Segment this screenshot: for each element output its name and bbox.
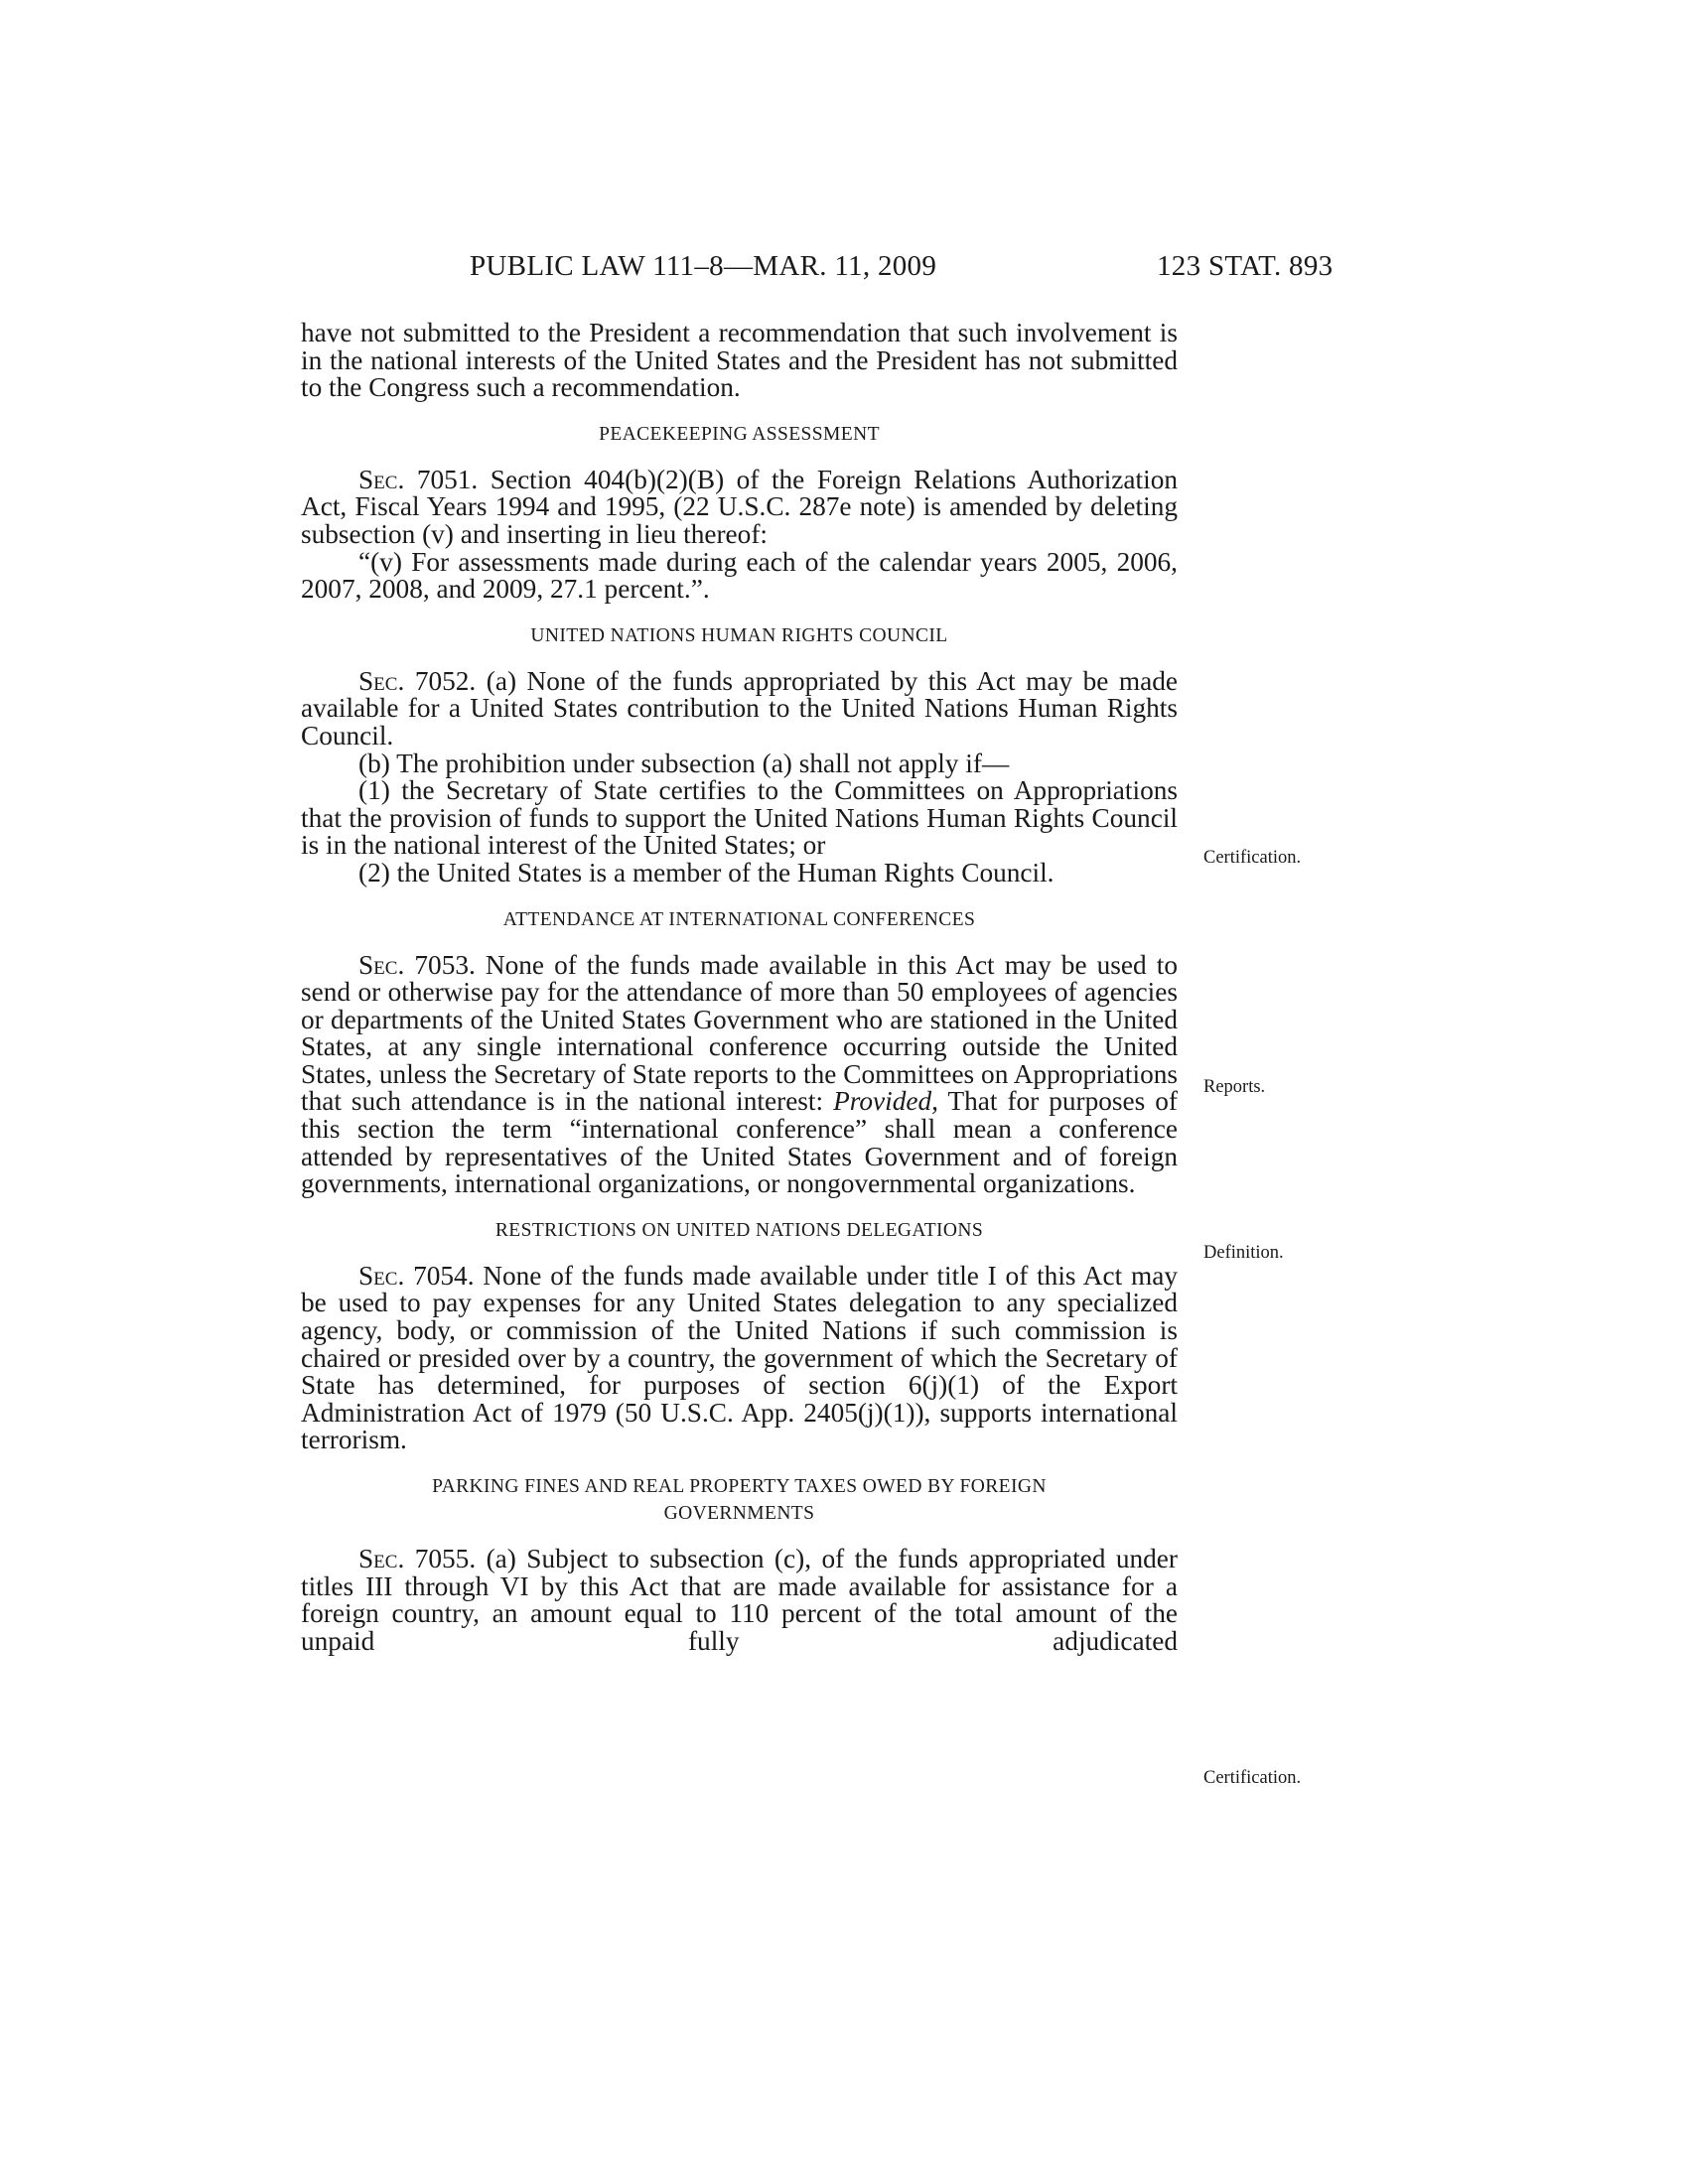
sec-7051-text: 7051. Section 404(b)(2)(B) of the Foreign Relations Authorization Act, Fiscal Years 1994 and 1995, (22 U.S.C. 287e note) is amended by deleting subsection (v) and inserting in lieu thereof: [301, 464, 1178, 549]
margin-note-certification-2: Certification. [1203, 1768, 1302, 1788]
sec-7053-paragraph [301, 949, 1179, 1199]
margin-note-definition: Definition. [1203, 1243, 1284, 1263]
sec-7053-text-a: 7053. None of the funds made available in this Act may be used to send or otherwise pay for the attendance of more than 50 employees of agencies or departments of the United States Government who are stationed in the United States, at any single international conference occurring outside the United States, unless the Secretary of State reports to the Committees on Appropriations that such attendance is in the national interest: [301, 949, 1179, 1117]
sec-label: Sec. [358, 464, 405, 494]
sec-label: Sec. [358, 949, 405, 980]
sec-label: Sec. [358, 1544, 405, 1573]
margin-note-certification-1: Certification. [1203, 848, 1302, 868]
sec-7055-text: 7055. (a) Subject to subsection (c), of the funds appropriated under titles III through VI by this Act that are made available for assistance for a foreign country, an amount equal to 110 percent of the total amount of the unpaid fully adjudicated [301, 1544, 1179, 1656]
sec-7051-amendment: “(v) For assessments made during each of the calendar years 2005, 2006, 2007, 2008, and 2009, 27.1 percent.”. [301, 546, 1178, 605]
heading-line-2: GOVERNMENTS [663, 1503, 815, 1524]
sec-7051-paragraph [301, 464, 1178, 549]
sec-7052-item-1: (1) the Secretary of State certifies to the Committees on Appropriations that the provision of funds to support the United Nations Human Rights Council is in the national interest of the United States; or [301, 775, 1178, 861]
sec-label: Sec. [358, 1260, 405, 1291]
sec-7053-text-b: That for purposes of this section the term “international conference” shall mean a conference attended by representatives of the United States Government and of foreign governments, international organizations, or nongovernmental organizations. [301, 1086, 1179, 1199]
statute-page-number: 123 STAT. 893 [1157, 250, 1334, 282]
section-heading-peacekeeping: PEACEKEEPING ASSESSMENT [599, 423, 880, 445]
sec-7052-item-2: (2) the United States is a member of the Human Rights Council. [358, 857, 1055, 887]
provided-term: Provided, [833, 1086, 938, 1117]
intro-paragraph: have not submitted to the President a recommendation that such involvement is in the national interests of the United States and the President has not submitted to the Congress such a recommendation. [301, 318, 1178, 403]
section-heading-parking-fines [301, 1473, 1178, 1527]
page-header [0, 250, 1688, 290]
section-heading-delegations: RESTRICTIONS ON UNITED NATIONS DELEGATIONS [494, 1219, 984, 1241]
sec-7052-paragraph-a [301, 665, 1178, 751]
sec-7055-paragraph [301, 1546, 1178, 1655]
sec-7052-text: 7052. (a) None of the funds appropriated by this Act may be made available for a United States contribution to the United Nations Human Rights Council. [301, 665, 1178, 751]
document-body [301, 320, 1178, 1655]
section-heading-conferences: ATTENDANCE AT INTERNATIONAL CONFERENCES [502, 908, 976, 930]
margin-note-reports: Reports. [1203, 1077, 1266, 1097]
sec-label: Sec. [358, 665, 405, 696]
sec-7054-text: 7054. None of the funds made available under title I of this Act may be used to pay expenses for any United States delegation to any specialized agency, body, or commission of the United Nations if such commission is chaired or presided over by a country, the government of which the Secretary of State has determined, for purposes of section 6(j)(1) of the Export Administration Act of 1979 (50 U.S.C. App. 2405(j)(1)), supports international terrorism. [301, 1260, 1179, 1455]
section-heading-human-rights: UNITED NATIONS HUMAN RIGHTS COUNCIL [530, 624, 948, 646]
sec-7052-paragraph-b: (b) The prohibition under subsection (a) shall not apply if— [358, 748, 1010, 778]
sec-7054-paragraph [301, 1260, 1179, 1455]
page-title: PUBLIC LAW 111–8—MAR. 11, 2009 [470, 250, 937, 282]
heading-line-1: PARKING FINES AND REAL PROPERTY TAXES OWED BY FOREIGN [432, 1476, 1047, 1497]
